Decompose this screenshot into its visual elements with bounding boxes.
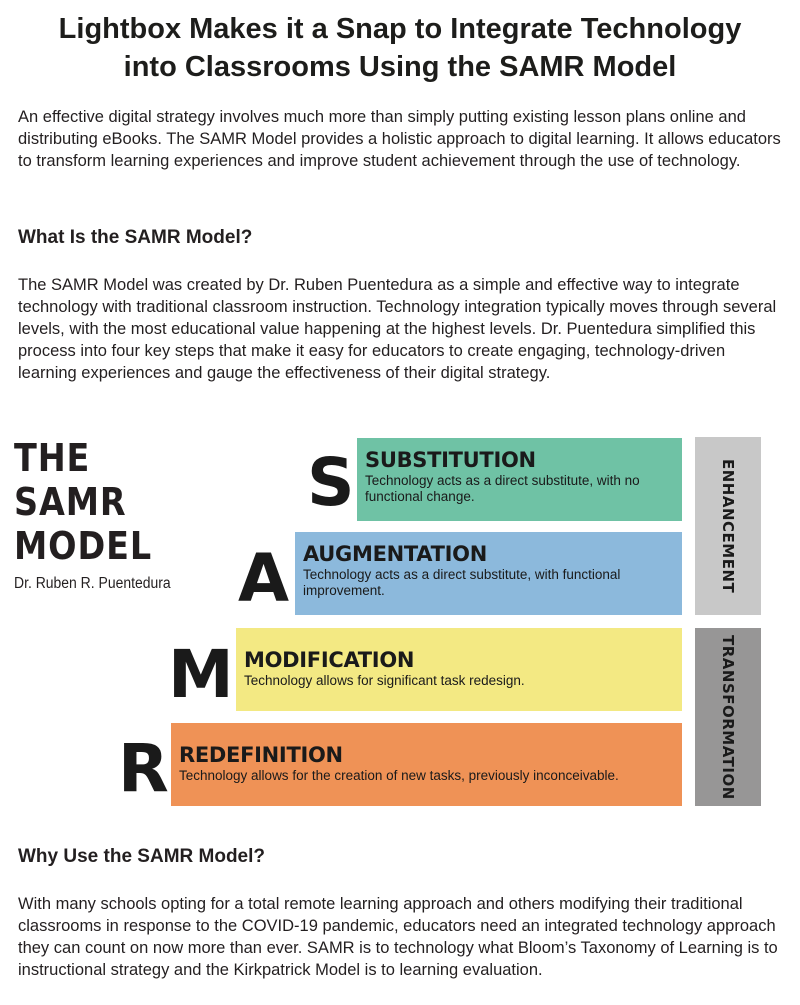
page-title — [0, 10, 800, 86]
samr-title-line: MODEL — [14, 524, 153, 568]
samr-box-substitution — [357, 438, 682, 521]
samr-author: Dr. Ruben R. Puentedura — [14, 575, 171, 592]
samr-title-line: THE — [14, 436, 91, 480]
samr-level-name: MODIFICATION — [244, 648, 415, 672]
samr-box-augmentation — [295, 532, 682, 615]
section-heading-what: What Is the SAMR Model? — [18, 227, 253, 248]
band-transformation — [695, 628, 761, 806]
samr-diagram-title — [14, 436, 208, 568]
samr-letter-m: M — [168, 636, 234, 713]
samr-level-desc: Technology acts as a direct substitute, with no functional change. — [365, 473, 640, 504]
samr-box-modification — [236, 628, 682, 711]
intro-paragraph: An effective digital strategy involves much more than simply putting existing lesson plans online and distributing eBooks. The SAMR Model provides a holistic approach to digital learning. It allows educators to transform learning experiences and improve student achievement through the use of technology. — [18, 108, 781, 170]
samr-title-line: SAMR — [14, 480, 127, 524]
band-enhancement-label: ENHANCEMENT — [719, 458, 737, 594]
samr-level-name: SUBSTITUTION — [365, 448, 536, 472]
samr-level-name: AUGMENTATION — [303, 542, 487, 566]
band-enhancement — [695, 437, 761, 615]
samr-letter-a: A — [238, 540, 290, 617]
samr-level-name: REDEFINITION — [179, 743, 343, 767]
samr-box-redefinition — [171, 723, 682, 806]
section-body-what: The SAMR Model was created by Dr. Ruben Puentedura as a simple and effective way to integrate technology with traditional classroom instruction. Technology integration typically moves through several levels, with the most educational value happening at the highest levels. Dr. Puentedura simplified this process into four key steps that make it easy for educators to create engaging, technology-driven learning experiences and gauge the effectiveness of their digital strategy. — [18, 276, 777, 382]
section-heading-why: Why Use the SAMR Model? — [18, 846, 266, 867]
samr-level-desc: Technology allows for significant task redesign. — [244, 673, 525, 688]
page-title-line-1: Lightbox Makes it a Snap to Integrate Technology — [58, 13, 742, 45]
samr-level-desc: Technology acts as a direct substitute, with functional improvement. — [303, 567, 621, 598]
band-transformation-label: TRANSFORMATION — [719, 634, 737, 800]
page-title-line-2: into Classrooms Using the SAMR Model — [123, 51, 677, 83]
samr-letter-s: S — [307, 444, 355, 521]
samr-level-desc: Technology allows for the creation of new tasks, previously inconceivable. — [179, 768, 619, 783]
section-body-why: With many schools opting for a total remote learning approach and others modifying their traditional classrooms in response to the COVID-19 pandemic, educators need an integrated technology approach they can count on now more than ever. SAMR is to technology what Bloom’s Taxonomy of Learning is to instructional strategy and the Kirkpatrick Model is to learning evaluation. — [18, 895, 778, 979]
samr-letter-r: R — [118, 730, 169, 807]
